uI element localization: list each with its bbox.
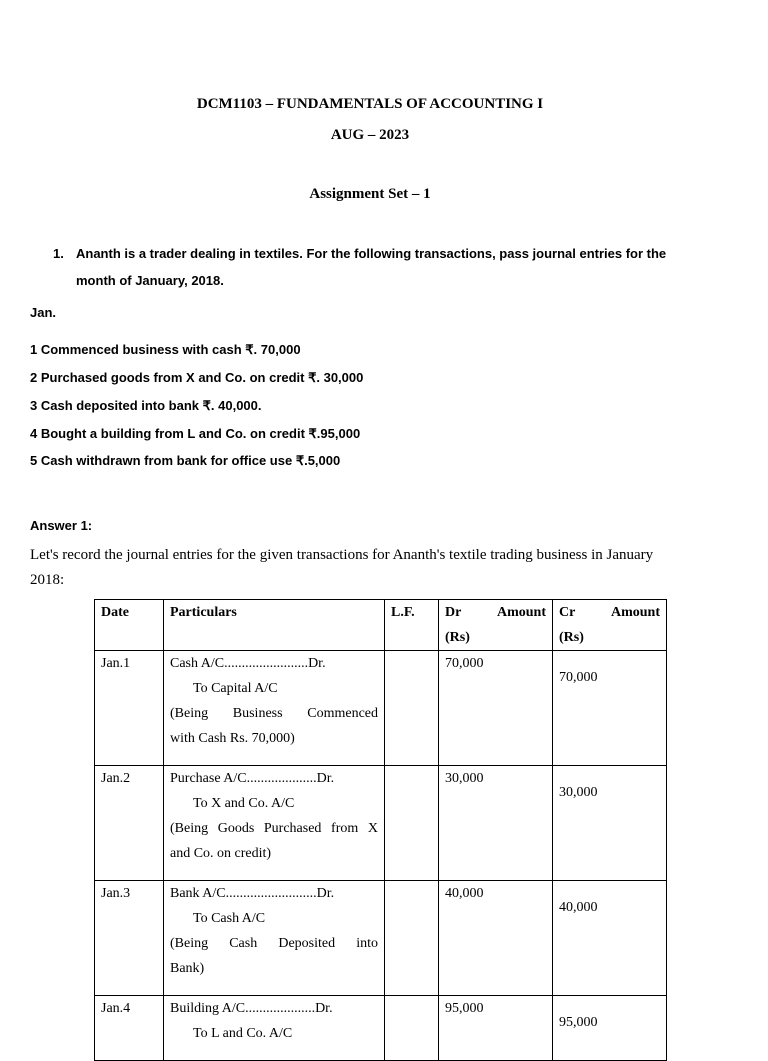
entry-lf [385,766,439,881]
credit-line: To Cash A/C [193,911,266,926]
entry-date: Jan.4 [95,996,164,1061]
session-label: AUG – 2023 [330,127,410,143]
transaction-item: 2 Purchased goods from X and Co. on credit ₹. 30,000 [30,370,364,385]
header-cr-label: Cr [559,605,576,620]
transaction-item: 4 Bought a building from L and Co. on credit ₹.95,000 [30,426,361,441]
header-dr-label: Dr [445,605,462,620]
journal-table [94,599,667,1061]
table-row [95,996,667,1061]
transaction-item: 3 Cash deposited into bank ₹. 40,000. [30,398,262,413]
transaction-item: 1 Commenced business with cash ₹. 70,000 [30,342,301,357]
month-label: Jan. [30,305,57,320]
header-cr-unit: (Rs) [559,630,584,645]
table-row [95,651,667,766]
narration-line: (Being Goods Purchased from X [170,821,378,836]
debit-line: Building A/C....................Dr. [170,1001,333,1016]
question-text: Ananth is a trader dealing in textiles. For the following transactions, pass journal entries for the month of January, 2018. [76,246,667,288]
entry-particulars [164,766,385,881]
transaction-item: 5 Cash withdrawn from bank for office use ₹.5,000 [30,453,341,468]
table-row [95,766,667,881]
header-cr-amount-label: Amount [610,605,660,620]
credit-line: To Capital A/C [193,681,278,696]
header-dr-amount-label: Amount [496,605,546,620]
header-particulars: Particulars [164,600,385,651]
question-number: 1. [53,246,64,261]
header-dr-amount [439,600,553,651]
entry-cr-amount: 95,000 [553,996,667,1061]
entry-particulars [164,651,385,766]
narration-line: and Co. on credit) [170,846,272,861]
entry-dr-amount: 30,000 [439,766,553,881]
entry-particulars [164,881,385,996]
narration-line: Bank) [170,961,205,976]
entry-cr-amount: 40,000 [553,881,667,996]
narration-line: (Being Business Commenced [170,706,378,721]
entry-dr-amount: 70,000 [439,651,553,766]
entry-date: Jan.3 [95,881,164,996]
debit-line: Cash A/C........................Dr. [170,656,326,671]
entry-cr-amount: 70,000 [553,651,667,766]
credit-line: To L and Co. A/C [193,1026,293,1041]
narration-line: with Cash Rs. 70,000) [170,731,295,746]
table-row [95,881,667,996]
answer-intro: Let's record the journal entries for the given transactions for Ananth's textile trading business in January 2018: [30,547,654,588]
debit-line: Purchase A/C....................Dr. [170,771,335,786]
answer-label: Answer 1: [30,518,93,533]
header-lf: L.F. [385,600,439,651]
entry-dr-amount: 95,000 [439,996,553,1061]
debit-line: Bank A/C..........................Dr. [170,886,335,901]
entry-lf [385,651,439,766]
course-title: DCM1103 – FUNDAMENTALS OF ACCOUNTING I [196,96,544,112]
entry-lf [385,881,439,996]
table-header-row [95,600,667,651]
assignment-set-title: Assignment Set – 1 [309,186,431,202]
entry-date: Jan.1 [95,651,164,766]
entry-particulars [164,996,385,1061]
entry-lf [385,996,439,1061]
credit-line: To X and Co. A/C [193,796,295,811]
narration-line: (Being Cash Deposited into [170,936,378,951]
entry-cr-amount: 30,000 [553,766,667,881]
entry-dr-amount: 40,000 [439,881,553,996]
entry-date: Jan.2 [95,766,164,881]
header-cr-amount [553,600,667,651]
header-date: Date [95,600,164,651]
header-dr-unit: (Rs) [445,630,470,645]
